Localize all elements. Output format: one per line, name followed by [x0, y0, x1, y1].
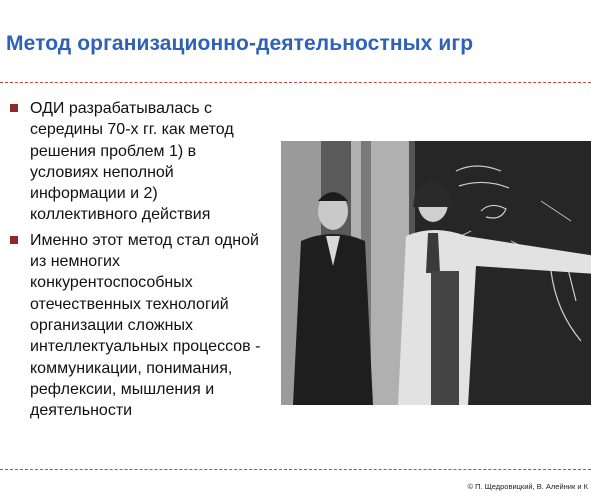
top-divider [0, 82, 591, 83]
bullet-list [8, 98, 283, 425]
copyright-credit: © П. Щедровицкий, В. Алейник и К [467, 482, 588, 491]
bullet-text: ОДИ разрабатывалась с середины 70-х гг. как метод решения проблем 1) в условиях неполной информации и 2) коллективного действия [30, 100, 234, 224]
slide-title: Метод организационно-деятельностных игр [6, 32, 474, 55]
square-bullet-icon [10, 236, 18, 244]
bullet-item [8, 98, 283, 226]
blackboard-photo [281, 141, 591, 405]
bullet-text: Именно этот метод стал одной из немногих конкурентоспособных отечественных технологий организации сложных интеллектуальных процессов - коммуникации, понимания, рефлексии, мышления и деятельности [30, 231, 261, 420]
square-bullet-icon [10, 104, 18, 112]
bullet-item [8, 230, 283, 422]
bottom-divider [0, 469, 591, 470]
